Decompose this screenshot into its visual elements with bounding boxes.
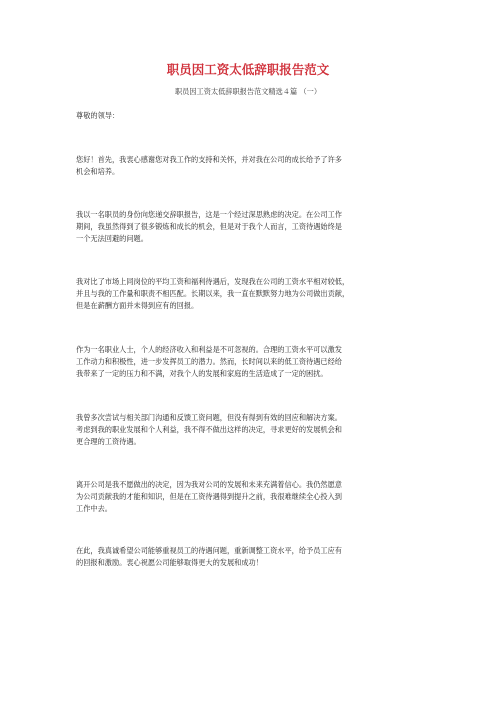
paragraph-3 bbox=[76, 276, 436, 311]
paragraph-4 bbox=[76, 344, 436, 379]
paragraph-line: 考虑到我的职业发展和个人利益，我不得不做出这样的决定，寻求更好的发展机会和 bbox=[76, 424, 342, 434]
paragraph-line: 的回报和激励。衷心祝愿公司能够取得更大的发展和成功！ bbox=[76, 557, 263, 567]
paragraph-line: 但是在薪酬方面并未得到应有的回报。 bbox=[76, 300, 199, 310]
paragraph-line: 我以一名职员的身份向您递交辞职报告，这是一个经过深思熟虑的决定。在公司工作 bbox=[76, 210, 342, 219]
paragraph-line: 工作动力和积极性，进一步发挥员工的潜力。然而，长时间以来的低工资待遇已经给 bbox=[76, 356, 342, 366]
paragraph-7 bbox=[76, 545, 436, 569]
paragraph-line: 机会和培养。 bbox=[76, 166, 120, 176]
paragraph-line: 为公司贡献我的才能和知识，但是在工资待遇得到提升之前，我很难继续全心投入到 bbox=[76, 491, 342, 501]
paragraph-line: 作为一名职业人士，个人的经济收入和利益是不可忽视的。合理的工资水平可以激发 bbox=[76, 345, 342, 354]
paragraph-line: 并且与我的工作量和职责不相匹配。长期以来，我一直在默默努力地为公司做出贡献， bbox=[76, 288, 350, 298]
document-title: 职员因工资太低辞职报告范文 bbox=[166, 62, 330, 77]
document-subtitle: 职员因工资太低辞职报告范文精选４篇 （一） bbox=[174, 87, 322, 96]
paragraph-1 bbox=[76, 154, 436, 178]
paragraph-line: 在此，我真诚希望公司能够重视员工的待遇问题，重新调整工资水平，给予员工应有 bbox=[76, 546, 342, 555]
paragraph-line: 更合理的工资待遇。 bbox=[76, 436, 141, 446]
salutation: 尊敬的领导： bbox=[76, 111, 120, 120]
paragraph-2 bbox=[76, 209, 436, 244]
paragraph-line: 您好！首先，我衷心感谢您对我工作的支持和关怀，并对我在公司的成长给予了许多 bbox=[76, 155, 342, 164]
paragraph-line: 一个无法回避的问题。 bbox=[76, 233, 148, 243]
paragraph-5 bbox=[76, 412, 436, 447]
paragraph-line: 期间，我虽然得到了很多锻炼和成长的机会，但是对于我个人而言，工资待遇始终是 bbox=[76, 221, 342, 231]
paragraph-line: 工作中去。 bbox=[76, 503, 112, 513]
paragraph-line: 我对比了市场上同岗位的平均工资和福利待遇后，发现我在公司的工资水平相对较低， bbox=[76, 277, 350, 286]
paragraph-line: 离开公司是我不愿做出的决定，因为我对公司的发展和未来充满着信心。我仍然愿意 bbox=[76, 480, 342, 489]
paragraph-line: 我带来了一定的压力和不满，对我个人的发展和家庭的生活造成了一定的困扰。 bbox=[76, 368, 328, 378]
paragraph-line: 我曾多次尝试与相关部门沟通和反馈工资问题，但没有得到有效的回应和解决方案。 bbox=[76, 413, 342, 422]
paragraph-6 bbox=[76, 479, 436, 514]
